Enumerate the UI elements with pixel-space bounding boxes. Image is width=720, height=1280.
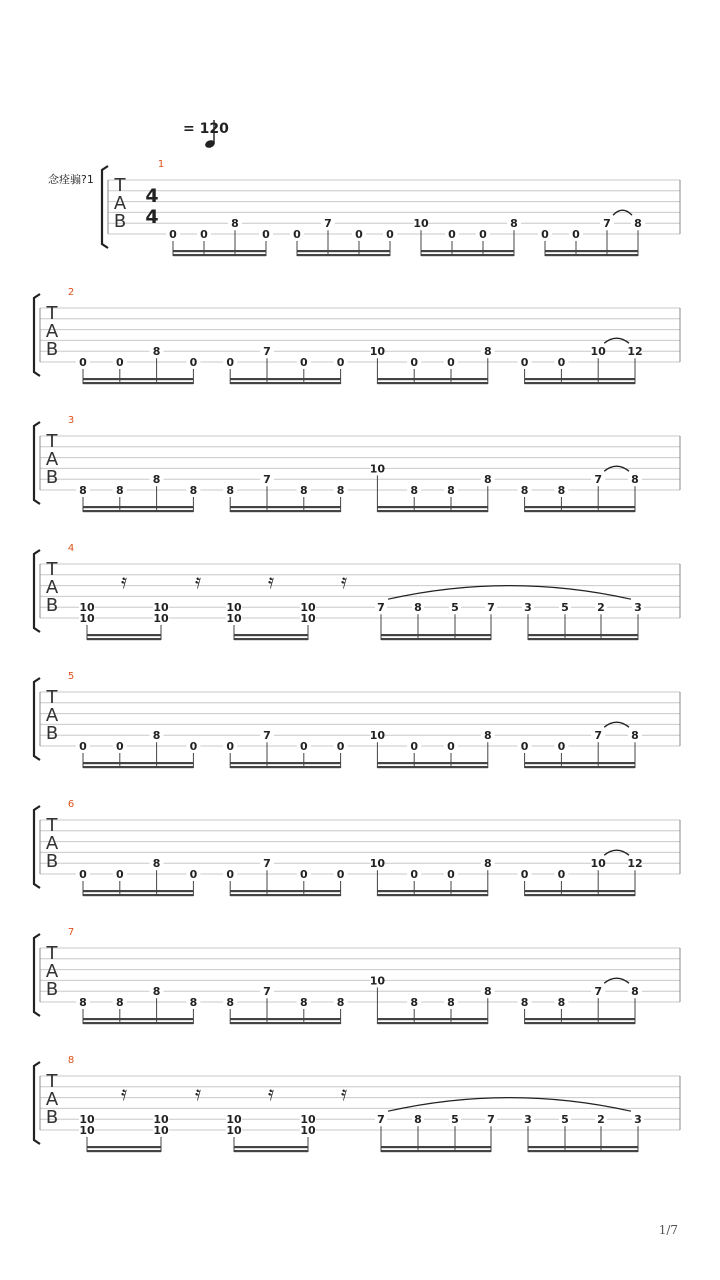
tab-system: [34, 550, 680, 640]
fret-number: 0: [115, 868, 124, 881]
measure-number: 1: [157, 159, 165, 170]
beam: [377, 1018, 487, 1020]
fret-number: 8: [115, 484, 124, 497]
beam: [87, 1150, 161, 1152]
fret-number: 10: [153, 601, 169, 615]
beam: [377, 894, 487, 896]
sixteenth-rest-icon: 𝄿: [340, 569, 348, 593]
fret-number: 0: [557, 356, 566, 369]
fret-number: 0: [262, 228, 270, 241]
fret-number: 10: [79, 1124, 95, 1137]
tab-system: [102, 166, 680, 256]
sixteenth-rest-icon: 𝄿: [120, 1081, 128, 1105]
tab-clef-letter: B: [45, 467, 59, 488]
track-name: 念痊骟?1: [48, 173, 94, 186]
fret-number: 8: [152, 345, 161, 359]
fret-number: 3: [524, 1113, 532, 1127]
beam: [230, 1018, 340, 1020]
beam: [83, 510, 193, 512]
fret-number: 10: [413, 217, 429, 231]
tab-clef-letter: A: [45, 321, 59, 342]
fret-number: 10: [300, 1124, 316, 1137]
measure-number: 6: [67, 799, 75, 810]
fret-number: 0: [336, 356, 345, 369]
beam: [528, 634, 638, 636]
fret-number: 12: [627, 345, 643, 359]
fret-number: 7: [487, 601, 495, 615]
fret-number: 7: [594, 473, 603, 487]
beam: [528, 638, 638, 640]
fret-number: 8: [336, 996, 345, 1009]
fret-number: 0: [557, 740, 566, 753]
tab-clef-letter: A: [45, 705, 59, 726]
beam: [377, 1022, 487, 1024]
fret-number: 10: [300, 601, 316, 615]
beam: [525, 378, 635, 380]
tab-clef-letter: B: [45, 979, 59, 1000]
system-bracket: [34, 678, 40, 760]
fret-number: 8: [557, 996, 566, 1009]
fret-number: 0: [448, 228, 456, 241]
beam: [528, 1150, 638, 1152]
beam: [525, 762, 635, 764]
measure-number: 2: [67, 287, 75, 298]
beam: [525, 382, 635, 384]
fret-number: 10: [369, 345, 386, 359]
slur: [388, 586, 631, 600]
beam: [234, 634, 308, 636]
fret-number: 0: [226, 356, 235, 369]
beam: [230, 762, 340, 764]
fret-number: 10: [300, 1113, 316, 1127]
system-bracket: [34, 550, 40, 632]
fret-number: 0: [520, 868, 529, 881]
fret-number: 8: [483, 985, 492, 999]
fret-number: 7: [324, 217, 332, 231]
beam: [525, 510, 635, 512]
fret-number: 8: [414, 1113, 422, 1127]
fret-number: 8: [231, 217, 239, 231]
beam: [377, 762, 487, 764]
beam: [230, 1022, 340, 1024]
fret-number: 8: [631, 729, 639, 743]
beam: [173, 254, 266, 256]
fret-number: 7: [263, 857, 271, 871]
fret-number: 7: [377, 1113, 385, 1127]
fret-number: 8: [152, 857, 161, 871]
beam: [83, 890, 193, 892]
fret-number: 3: [634, 1113, 642, 1127]
fret-number: 10: [226, 1124, 242, 1137]
beam: [87, 1146, 161, 1148]
fret-number: 8: [410, 996, 419, 1009]
sixteenth-rest-icon: 𝄿: [340, 1081, 348, 1105]
fret-number: 0: [572, 228, 580, 241]
beam: [234, 638, 308, 640]
tab-clef-letter: T: [46, 559, 58, 580]
beam: [525, 890, 635, 892]
tab-clef-letter: B: [45, 723, 59, 744]
tab-clef-letter: T: [46, 943, 58, 964]
page-number: 1/7: [658, 1223, 678, 1237]
fret-number: 7: [263, 985, 271, 999]
fret-number: 0: [520, 740, 529, 753]
beam: [83, 894, 193, 896]
beam: [87, 638, 161, 640]
system-bracket: [102, 166, 108, 248]
beam: [381, 634, 491, 636]
sixteenth-rest-icon: 𝄿: [194, 569, 202, 593]
beam: [528, 1146, 638, 1148]
system-bracket: [34, 1062, 40, 1144]
fret-number: 8: [299, 996, 308, 1009]
beam: [230, 890, 340, 892]
fret-number: 10: [79, 1113, 95, 1127]
fret-number: 0: [299, 356, 308, 369]
system-bracket: [34, 934, 40, 1016]
fret-number: 0: [355, 228, 363, 241]
beam: [83, 506, 193, 508]
fret-number: 0: [299, 868, 308, 881]
beam: [525, 1018, 635, 1020]
fret-number: 0: [200, 228, 208, 241]
beam: [173, 250, 266, 252]
tab-clef-letter: B: [45, 1107, 59, 1128]
fret-number: 8: [189, 484, 198, 497]
tab-clef-letter: T: [46, 1071, 58, 1092]
beam: [234, 1150, 308, 1152]
fret-number: 0: [557, 868, 566, 881]
tab-clef-letter: A: [45, 961, 59, 982]
fret-number: 10: [369, 462, 386, 476]
beam: [83, 1022, 193, 1024]
fret-number: 0: [293, 228, 301, 241]
measure-number: 5: [67, 671, 75, 682]
fret-number: 0: [79, 356, 87, 369]
fret-number: 10: [369, 974, 386, 988]
beam: [83, 1018, 193, 1020]
beam: [83, 762, 193, 764]
beam: [297, 250, 390, 252]
fret-number: 7: [487, 1113, 495, 1127]
fret-number: 7: [603, 217, 611, 231]
fret-number: 2: [597, 601, 605, 615]
beam: [421, 254, 514, 256]
fret-number: 0: [541, 228, 549, 241]
beam: [234, 1146, 308, 1148]
measure-number: 3: [67, 415, 75, 426]
fret-number: 8: [483, 473, 492, 487]
beam: [525, 1022, 635, 1024]
fret-number: 0: [189, 356, 198, 369]
fret-number: 5: [561, 601, 569, 615]
fret-number: 10: [226, 612, 242, 625]
beam: [377, 382, 487, 384]
beam: [230, 506, 340, 508]
fret-number: 10: [153, 1124, 169, 1137]
beam: [83, 382, 193, 384]
fret-number: 3: [524, 601, 532, 615]
fret-number: 8: [189, 996, 198, 1009]
fret-number: 0: [299, 740, 308, 753]
fret-number: 0: [336, 868, 345, 881]
sixteenth-rest-icon: 𝄿: [120, 569, 128, 593]
tab-system: [34, 934, 680, 1024]
tab-system: [34, 1062, 680, 1152]
tab-clef-letter: A: [45, 449, 59, 470]
beam: [381, 638, 491, 640]
fret-number: 8: [79, 484, 87, 497]
fret-number: 8: [115, 996, 124, 1009]
beam: [421, 250, 514, 252]
fret-number: 0: [410, 740, 419, 753]
tab-clef-letter: A: [45, 1089, 59, 1110]
tab-clef-letter: T: [46, 687, 58, 708]
fret-number: 8: [510, 217, 518, 231]
slur: [388, 1098, 631, 1112]
fret-number: 0: [79, 868, 87, 881]
sixteenth-rest-icon: 𝄿: [267, 569, 275, 593]
beam: [377, 510, 487, 512]
fret-number: 8: [634, 217, 642, 231]
fret-number: 7: [377, 601, 385, 615]
fret-number: 0: [479, 228, 487, 241]
fret-number: 8: [152, 473, 161, 487]
fret-number: 3: [634, 601, 642, 615]
fret-number: 7: [263, 473, 271, 487]
fret-number: 0: [189, 868, 198, 881]
beam: [230, 766, 340, 768]
sixteenth-rest-icon: 𝄿: [267, 1081, 275, 1105]
beam: [230, 378, 340, 380]
fret-number: 8: [631, 473, 639, 487]
fret-number: 8: [520, 484, 529, 497]
beam: [377, 766, 487, 768]
fret-number: 10: [226, 601, 242, 615]
fret-number: 8: [336, 484, 345, 497]
fret-number: 10: [79, 612, 95, 625]
fret-number: 0: [79, 740, 87, 753]
fret-number: 10: [153, 1113, 169, 1127]
fret-number: 8: [447, 996, 455, 1009]
beam: [377, 506, 487, 508]
fret-number: 8: [520, 996, 529, 1009]
fret-number: 8: [152, 985, 161, 999]
fret-number: 0: [410, 356, 419, 369]
tab-clef-letter: T: [46, 815, 58, 836]
tab-system: [34, 806, 680, 896]
time-signature-bottom: 4: [145, 206, 159, 228]
tab-system: [34, 422, 680, 512]
fret-number: 0: [226, 868, 235, 881]
beam: [230, 382, 340, 384]
fret-number: 0: [115, 740, 124, 753]
fret-number: 10: [590, 857, 606, 871]
fret-number: 10: [79, 601, 95, 615]
fret-number: 10: [153, 612, 169, 625]
fret-number: 8: [410, 484, 419, 497]
fret-number: 10: [369, 857, 386, 871]
beam: [83, 766, 193, 768]
tab-clef-letter: A: [45, 577, 59, 598]
beam: [87, 634, 161, 636]
fret-number: 5: [451, 601, 459, 615]
system-bracket: [34, 294, 40, 376]
fret-number: 8: [557, 484, 566, 497]
tab-clef-letter: B: [45, 339, 59, 360]
tab-system: [34, 294, 680, 384]
fret-number: 8: [447, 484, 455, 497]
tab-clef-letter: T: [46, 303, 58, 324]
fret-number: 7: [263, 345, 271, 359]
tab-clef-letter: B: [45, 851, 59, 872]
fret-number: 8: [152, 729, 161, 743]
fret-number: 8: [631, 985, 639, 999]
fret-number: 8: [79, 996, 87, 1009]
fret-number: 0: [336, 740, 345, 753]
tab-clef-letter: B: [113, 211, 127, 232]
measure-number: 4: [67, 543, 75, 554]
sixteenth-rest-icon: 𝄿: [194, 1081, 202, 1105]
fret-number: 0: [115, 356, 124, 369]
fret-number: 10: [590, 345, 606, 359]
tab-clef-letter: T: [114, 175, 126, 196]
fret-number: 7: [263, 729, 271, 743]
beam: [525, 894, 635, 896]
fret-number: 8: [299, 484, 308, 497]
tab-clef-letter: T: [46, 431, 58, 452]
fret-number: 8: [483, 857, 492, 871]
fret-number: 0: [447, 868, 455, 881]
fret-number: 8: [414, 601, 422, 615]
fret-number: 0: [386, 228, 394, 241]
system-bracket: [34, 422, 40, 504]
fret-number: 10: [226, 1113, 242, 1127]
system-bracket: [34, 806, 40, 888]
fret-number: 7: [594, 985, 603, 999]
tempo-marking: = 120: [183, 121, 229, 137]
fret-number: 0: [520, 356, 529, 369]
fret-number: 5: [451, 1113, 459, 1127]
beam: [545, 254, 638, 256]
beam: [230, 894, 340, 896]
tab-clef-letter: A: [113, 193, 127, 214]
fret-number: 0: [189, 740, 198, 753]
beam: [525, 766, 635, 768]
tab-clef-letter: B: [45, 595, 59, 616]
beam: [381, 1146, 491, 1148]
beam: [83, 378, 193, 380]
fret-number: 8: [483, 345, 492, 359]
fret-number: 12: [627, 857, 643, 871]
fret-number: 0: [226, 740, 235, 753]
beam: [230, 510, 340, 512]
fret-number: 5: [561, 1113, 569, 1127]
fret-number: 0: [410, 868, 419, 881]
beam: [381, 1150, 491, 1152]
fret-number: 2: [597, 1113, 605, 1127]
beam: [377, 378, 487, 380]
beam: [545, 250, 638, 252]
fret-number: 10: [369, 729, 386, 743]
fret-number: 8: [226, 996, 235, 1009]
fret-number: 7: [594, 729, 603, 743]
fret-number: 8: [483, 729, 492, 743]
fret-number: 0: [447, 740, 455, 753]
fret-number: 0: [169, 228, 177, 241]
tab-system: [34, 678, 680, 768]
measure-number: 7: [67, 927, 75, 938]
fret-number: 8: [226, 484, 235, 497]
beam: [377, 890, 487, 892]
fret-number: 0: [447, 356, 455, 369]
fret-number: 10: [300, 612, 316, 625]
time-signature-top: 4: [145, 185, 159, 207]
beam: [297, 254, 390, 256]
measure-number: 8: [67, 1055, 75, 1066]
tab-clef-letter: A: [45, 833, 59, 854]
beam: [525, 506, 635, 508]
